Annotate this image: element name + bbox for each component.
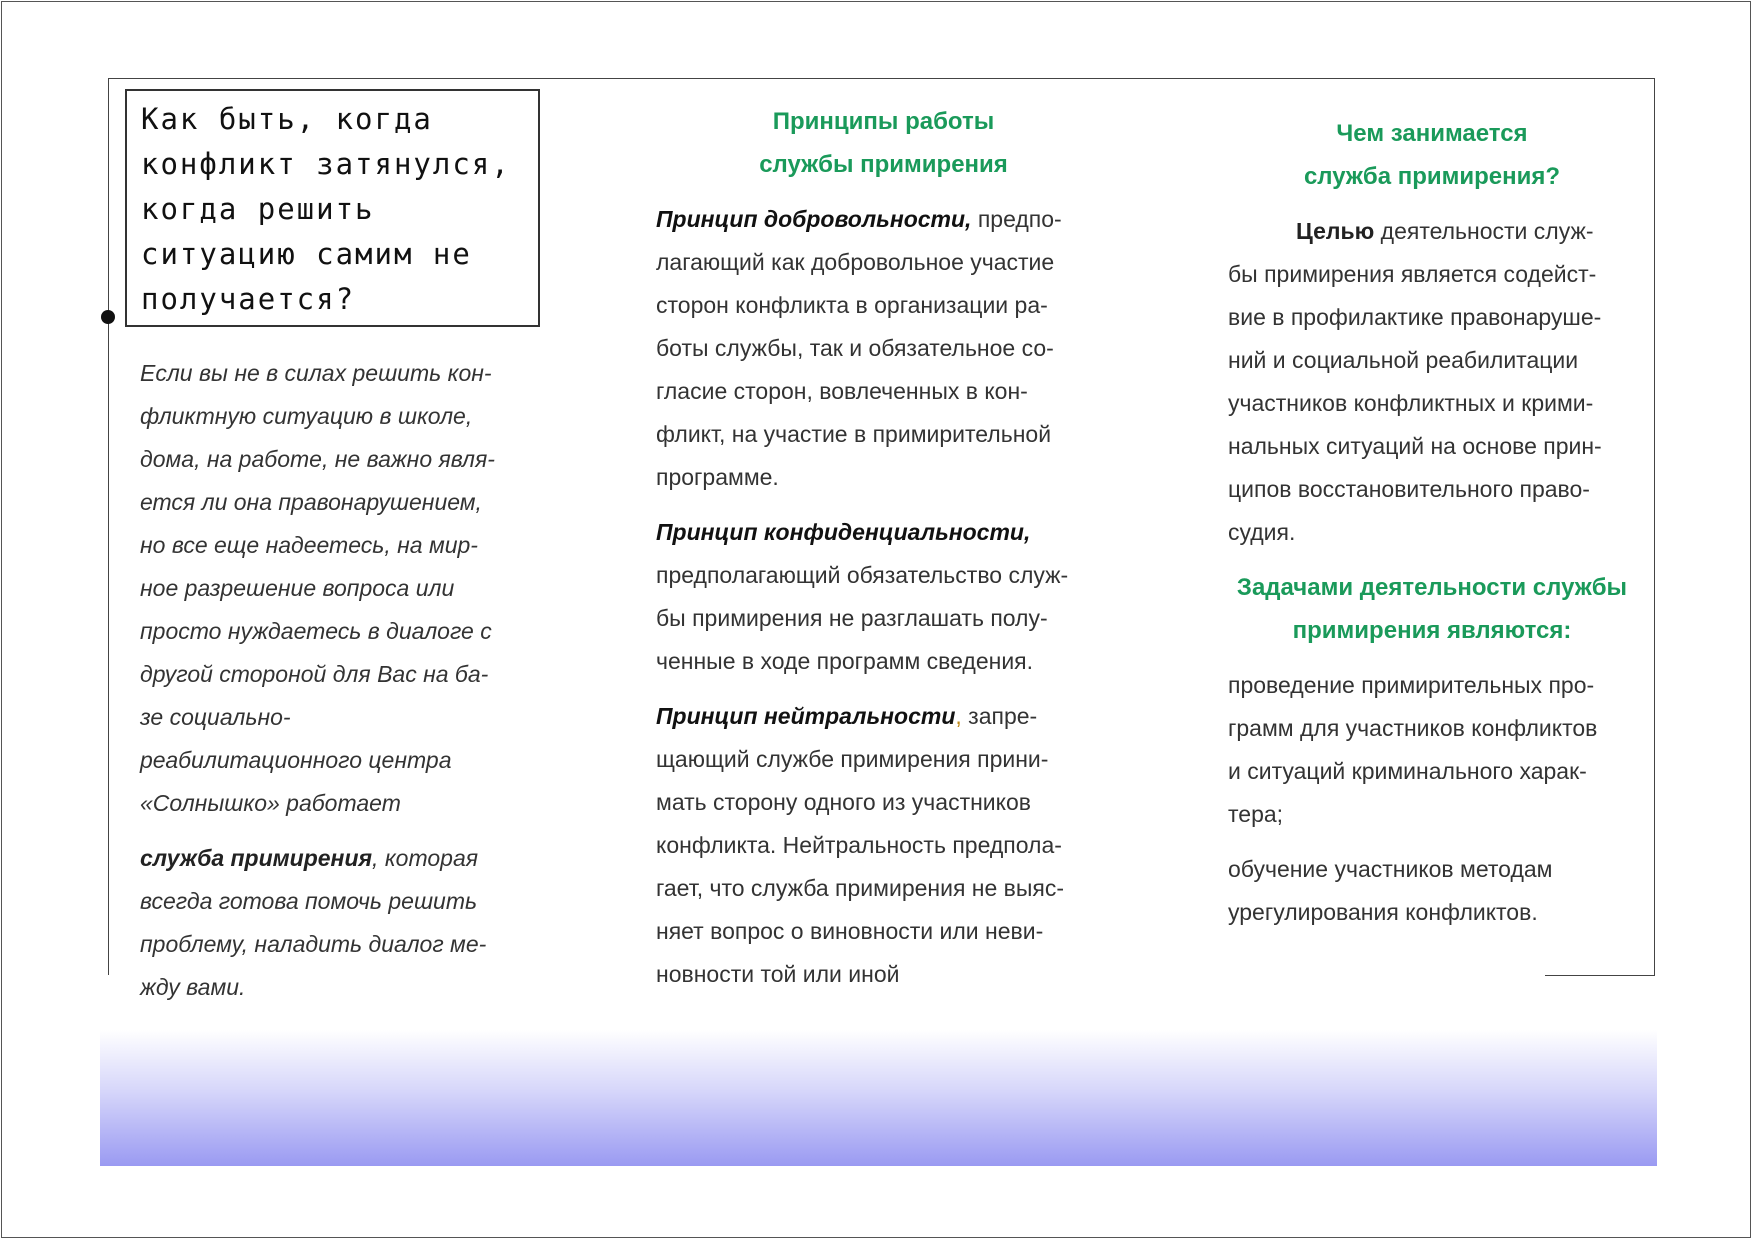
intro-line: Если вы не в силах решить кон- [140, 360, 492, 386]
principle-line: предполагающий обязательство служ- [656, 562, 1069, 588]
principle-confidentiality [656, 511, 1111, 683]
question-box [125, 89, 540, 327]
goal-line: деятельности служ- [1374, 218, 1594, 244]
service-name: служба примирения [140, 845, 373, 871]
intro-line: зе социально- [140, 704, 291, 730]
heading-line: Принципы работы [772, 108, 995, 135]
intro-column [140, 352, 540, 1009]
question-line: Как быть, когда [141, 102, 433, 136]
question-line: конфликт затянулся, [141, 147, 511, 181]
principle-line: гает, что служба примирения не выяс- [656, 875, 1065, 901]
service-heading [1228, 112, 1636, 198]
principle-line: мать сторону одного из участников [656, 789, 1031, 815]
goal-paragraph [1228, 210, 1636, 554]
intro-line: реабилитационного центра [140, 747, 452, 773]
principle-line: запре- [961, 703, 1038, 729]
question-line: ситуацию самим не [141, 237, 472, 271]
goal-line: участников конфликтных и крими- [1228, 390, 1594, 416]
task-line: обучение участников методам [1228, 856, 1553, 882]
service-line: жду вами. [140, 974, 246, 1000]
goal-line: бы примирения является содейст- [1228, 261, 1597, 287]
heading-line: Чем занимается [1336, 120, 1528, 147]
heading-line: Задачами деятельности службы [1236, 574, 1628, 601]
principle-line: программе. [656, 464, 779, 490]
principles-heading [656, 100, 1111, 186]
principle-line: няет вопрос о виновности или неви- [656, 918, 1044, 944]
heading-line: службы примирения [759, 151, 1008, 178]
principle-neutrality [656, 695, 1111, 996]
intro-line: ное разрешение вопроса или [140, 575, 455, 601]
task-line: грамм для участников конфликтов [1228, 715, 1598, 741]
task-line: урегулирования конфликтов. [1228, 899, 1538, 925]
intro-line: другой стороной для Вас на ба- [140, 661, 489, 687]
intro-line: фликтную ситуацию в школе, [140, 403, 473, 429]
principles-column [656, 100, 1111, 996]
task-item [1228, 664, 1636, 836]
left-connector-line [108, 78, 109, 318]
task-line: и ситуаций криминального харак- [1228, 758, 1587, 784]
heading-line: служба примирения? [1303, 163, 1561, 190]
principle-title: Принцип добровольности, [656, 206, 972, 232]
principle-line: щающий службе примирения прини- [656, 746, 1049, 772]
principle-line: лагающий как добровольное участие [656, 249, 1055, 275]
question-line: получается? [141, 282, 356, 316]
intro-line: дома, на работе, не важно явля- [140, 446, 495, 472]
service-line: проблему, наладить диалог ме- [140, 931, 487, 957]
bullet-dot [101, 310, 115, 324]
service-line: всегда готова помочь решить [140, 888, 478, 914]
bottom-gradient-band [100, 1030, 1657, 1166]
principle-voluntariness [656, 198, 1111, 499]
intro-paragraph [140, 352, 540, 825]
task-item [1228, 848, 1636, 934]
goal-line: ципов восстановительного право- [1228, 476, 1590, 502]
intro-line: «Солнышко» работает [140, 790, 401, 816]
goal-line: судия. [1228, 519, 1296, 545]
principle-line: ченные в ходе программ сведения. [656, 648, 1034, 674]
tasks-heading [1228, 566, 1636, 652]
intro-line: просто нуждаетесь в диалоге с [140, 618, 492, 644]
goal-line: вие в профилактике правонаруше- [1228, 304, 1602, 330]
principle-line: боты службы, так и обязательное со- [656, 335, 1054, 361]
task-line: проведение примирительных про- [1228, 672, 1595, 698]
principle-title: Принцип конфиденциальности, [656, 519, 1031, 545]
intro-line: но все еще надеетесь, на мир- [140, 532, 478, 558]
intro-line: ется ли она правонарушением, [140, 489, 482, 515]
question-line: когда решить [141, 192, 375, 226]
principle-line: бы примирения не разглашать полу- [656, 605, 1048, 631]
principle-title: Принцип нейтральности [656, 703, 956, 729]
principle-line: сторон конфликта в организации ра- [656, 292, 1048, 318]
principle-comma: , [955, 703, 962, 729]
goal-word: Целью [1296, 218, 1375, 244]
principle-line: фликт, на участие в примирительной [656, 421, 1052, 447]
principle-line: предпо- [971, 206, 1062, 232]
service-info-column [1228, 112, 1636, 934]
principle-line: конфликта. Нейтральность предпола- [656, 832, 1062, 858]
question-heading [141, 97, 524, 322]
goal-line: нальных ситуаций на основе прин- [1228, 433, 1602, 459]
principle-line: новности той или иной [656, 961, 900, 987]
frame-bottom-line [1545, 975, 1655, 976]
service-line: , которая [372, 845, 479, 871]
task-line: тера; [1228, 801, 1284, 827]
heading-line: примирения являются: [1292, 617, 1572, 644]
principle-line: гласие сторон, вовлеченных в кон- [656, 378, 1028, 404]
goal-line: ний и социальной реабилитации [1228, 347, 1579, 373]
service-paragraph [140, 837, 540, 1009]
